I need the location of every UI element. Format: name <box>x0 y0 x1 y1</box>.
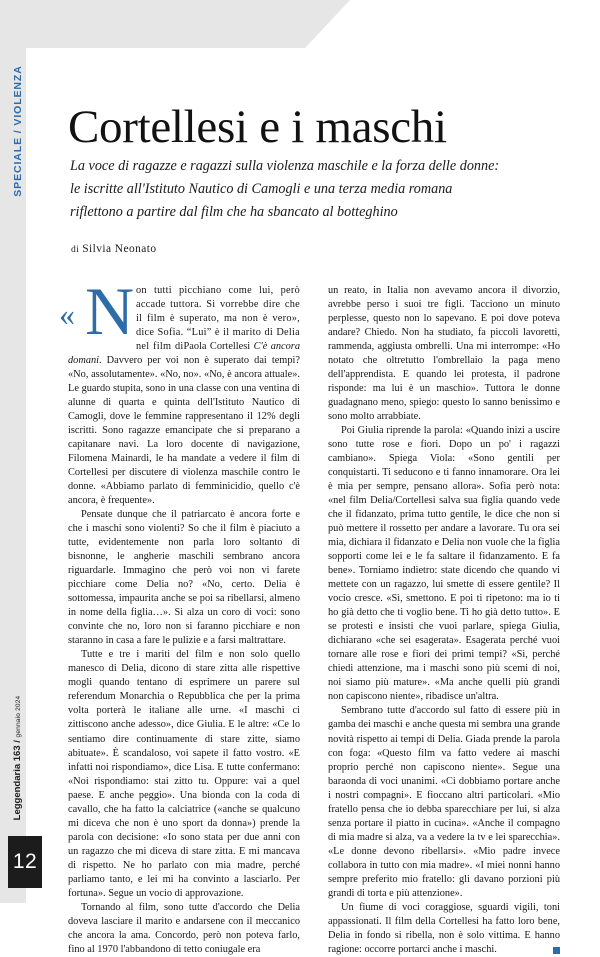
paragraph: Tutte e tre i mariti del film e non solo quello manesco di Delia, dicono di stare zitta alle rispettive mogli quando tentano di esprimere un parere sul referendum Monarchia o Repubblica che per la prima volta porterà le italiane alle urne. «I maschi ci zittiscono anche adesso», dice Giulia. E le altre: «Ce lo sentiamo dire continuamente di stare zitte, siamo abituate». È scandaloso, voi sapete il fatto vostro. «E infatti noi rispondiamo», dice Lisa. E tutte confermano: «Noi rispondiamo: stai zitto tu. Oppure: vai a quel paese. E anche peggio». Una bionda con la coda di cavallo, che ha fatto la calciatrice («anche se qualcuno mi diceva che non è uno sport da donna») prende la parola con decisione: «Io sono stata per due anni con un ragazzo che mi diceva di stare zitta. E mi mancava di rispetto. Ne ho parlato con mia madre, perché parliamo tanto, e lei mi ha convinto a lasciarlo. Per fortuna». Segue un vocio di approvazione. <box>68 649 300 899</box>
deck-line-2: le iscritte all'Istituto Nautico di Camogli e una terza media romana <box>70 181 453 197</box>
paragraph: un reato, in Italia non avevamo ancora il divorzio, avrebbe perso i suoi tre figli. Tacciono un minuto perplesse, questo non lo sapevano. E poi dove poteva andare? Chiedo. Non ha studiato, fa piccoli lavoretti, rammenda, aggiusta ombrelli. Una mi interrompe: «Ho notato che oltretutto l'ombrellaio la paga meno dell'apprendista. E quando lei protesta, il padrone risponde: ma lui è un maschio». Tuttora le donne guadagnano meno, spiego: questo lo sanno benissimo e sono molto arrabbiate. <box>328 285 560 423</box>
dropcap-group <box>59 273 135 349</box>
paragraph-opening <box>59 273 301 508</box>
end-mark-icon <box>553 947 560 954</box>
film-title-italic: C'è ancora domani <box>68 341 301 367</box>
byline <box>71 243 157 255</box>
paragraph: Pensate dunque che il patriarcato è ancora forte e che i maschi sono violenti? So che il film è piaciuto a tutte, evidentemente non parla loro soltanto di bisnonne, le angherie maschili sembrano ancora riguardarle. Immagino che però voi non vi farete picchiare come Delia no? «No, certo. Delia è sottomessa, impaurita anche se poi sa ribellarsi, almeno in nome della figlia…». Si alza un coro di voci: sono convinte che no, loro non si faranno picchiare e non staranno in casa a fare le pulizie e a farsi maltrattare. <box>68 509 300 647</box>
article-deck <box>70 155 500 224</box>
byline-author: Silvia Neonato <box>82 243 157 255</box>
paragraph: Sembrano tutte d'accordo sul fatto di essere più in gamba dei maschi e anche questa mi sembra una grande novità rispetto ai tempi di Delia. Giada prende la parola con foga: «Questo film va fatto vedere ai maschi proprio perché non capiscono niente». Segue una baraonda di voci unanimi. «Ci dobbiamo portare anche i nostri compagni». E fioccano altri particolari. «Mio fratello pensa che io debba sparecchiare per lui, si alza senza portare il piatto in cucina». «Anche il compagno di mia madre si alza, va a vedere la tv e lei sparecchia». «Le donne devono ribellarsi». «Mio padre invece collabora in tutto con mia madre». «I miei nonni hanno sempre preferito mio fratello: gli davano porzioni più grandi di torta e più attenzione». <box>328 705 560 899</box>
paragraph-final <box>328 901 560 957</box>
top-gray-band <box>0 0 350 48</box>
deck-line-1: La voce di ragazze e ragazzi sulla violenza maschile e la forza delle donne: <box>70 158 500 174</box>
section-kicker: SPECIALE / VIOLENZA <box>12 65 24 197</box>
body-column-2 <box>328 284 560 957</box>
paragraph: Tornando al film, sono tutte d'accordo che Delia doveva lasciare il marito e andarsene con il meccanico che ancora la ama. Concordo, però non poteva farlo, fino al 1970 l'abbandono di tetto coniugale era <box>68 901 300 955</box>
page-number-badge: 12 <box>8 836 42 888</box>
article-body <box>59 273 560 955</box>
page-title: Cortellesi e i maschi <box>68 101 447 154</box>
body-column-1 <box>59 273 301 957</box>
issue-date: gennaio 2024 <box>15 695 22 738</box>
drop-cap-letter: N <box>85 273 135 349</box>
guillemet-open: « <box>59 296 75 332</box>
byline-prefix: di <box>71 244 83 255</box>
opening-lead-text: on tutti picchiano come lui, però accade tuttora. Si vorrebbe dire che il film è superato, ma non è vero», dice Sofia. “Lui” è il marito di Delia nel film di <box>136 285 300 353</box>
paragraph-final-text: Un fiume di voci coraggiose, sguardi vigili, toni appassionati. Il film della Cortellesi ha fatto loro bene, Delia in fondo si ribella, non è solo vittima. E hanno ragione: occorre portarci anche i maschi. <box>328 901 560 955</box>
issue-line <box>5 678 31 838</box>
issue-title: Leggendaria 163 / <box>12 737 23 821</box>
para-1-rest-b: . Davvero per voi non è superato dai tempi? «No, assolutamente». «No, no». «No, è ancora attuale». Le guardo stupita, sono in una classe con una ventina di alunne di quarta e quinta dell'Istituto Nautico di Camogli, dove le femmine rappresentano il 12% degli iscritti. Sono ragazze emancipate che si preparano a capitanare navi. La loro docente di navigazione, Filomena Mainardi, le ha mandate a vedere il film di Cortellesi per discutere di violenza maschile contro le donne. «Abbiamo parlato di femminicidio, quello c'è ancora, è frequente». <box>68 355 300 507</box>
para-1-rest-a: Paola Cortellesi <box>183 341 254 353</box>
deck-line-3: riflettono a partire dal film che ha sbancato al botteghino <box>70 204 398 220</box>
paragraph: Poi Giulia riprende la parola: «Quando inizi a uscire sono tutte rose e fiori. Dopo un po' i ragazzi cambiano». Spiega Viola: «Sono gentili per conquistarti. Ti seducono e ti fanno innamorare. Ora lei è mia per sempre, pensano allora». Sofia però nota: «nel film Delia/Cortellesi salva sua figlia quando vede che il fidanzato, prima tutto gentile, le dice che non si può mettere il rossetto per andare a lavorare. Tu ora sei mia, dichiara il fidanzato e Delia non vuole che la figlia sopporti come lei e le fa saltare il fidanzamento. E fa bene». Torniamo indietro: state dicendo che quando vi mettete con un ragazzo, lui smette di essere gentile? Il vocio cresce. «Sì, smettono. E poi ti ripetono: ma io ti ho già detto che ti voglio bene. Ti ho già detto tutto». E se protesti e insisti che vuoi parlare, spiega Giulia, dichiarano «che sei esagerata». Esagerata perché vuoi tornare alle rose e fiori dei primi tempi? «Sì, perché chiedi attenzione, ma i maschi sono più scemi di noi, noi siamo più mature». «Ma anche quelli più grandi non capiscono niente», ribadisce un'altra. <box>328 425 560 703</box>
